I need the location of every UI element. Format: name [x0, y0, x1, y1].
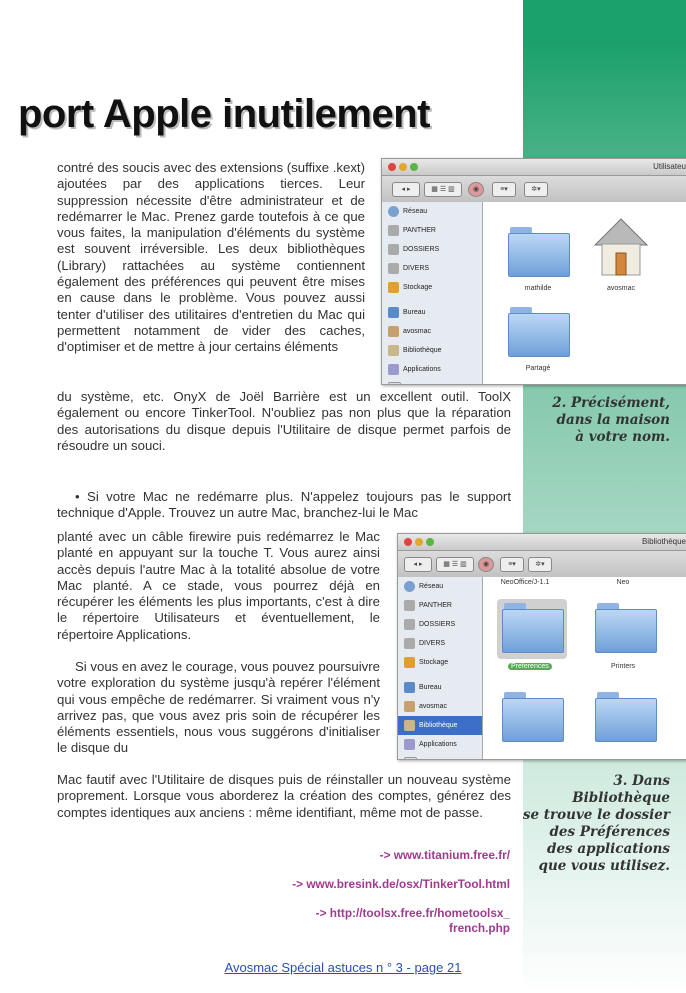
caption-2-line: 2. Précisément,: [552, 395, 670, 411]
sidebar-item-label: avosmac: [419, 703, 448, 710]
sidebar-item-label: DIVERS: [403, 265, 430, 272]
applications-icon: [404, 739, 415, 750]
action-icon[interactable]: ◉: [478, 557, 494, 572]
caption-3-line: 3. Dans: [613, 773, 670, 789]
link-tinkertool[interactable]: -> www.bresink.de/osx/TinkerTool.html: [292, 877, 510, 891]
finder-sidebar: [398, 577, 483, 759]
window-titlebar: [382, 159, 686, 176]
sidebar-item-label: Stockage: [403, 284, 433, 291]
sidebar-item-bibliotheque[interactable]: [382, 341, 482, 360]
window-titlebar: [398, 534, 686, 551]
library-icon: [388, 345, 399, 356]
finder-window-utilisateurs: [381, 158, 686, 385]
caption-3-line: que vous utilisez.: [538, 858, 670, 874]
sidebar-item-documents[interactable]: [398, 754, 482, 760]
sidebar-item-panther[interactable]: [398, 596, 482, 615]
sidebar-item-label: Bibliothèque: [403, 347, 442, 354]
caption-3-line: des applications: [547, 841, 670, 857]
disk-icon: [388, 225, 399, 236]
sidebar-item-label: Applications: [403, 366, 441, 373]
disk-icon: [388, 263, 399, 274]
sidebar-item-label: Applications: [419, 741, 457, 748]
sidebar-item-stockage[interactable]: [382, 278, 482, 297]
sidebar-item-label: PANTHER: [419, 602, 452, 609]
sidebar-item-label: Bureau: [419, 684, 442, 691]
desktop-icon: [404, 682, 415, 693]
close-button[interactable]: [388, 163, 396, 171]
paragraph-1-continued: du système, etc. OnyX de Joël Barrière est un excellent outil. ToolX également ou encore TinkerTool. N'oubliez pas non plus que la réparation des autorisations du disque depuis l'Utilitaire de disque permet parfois de résoudre un souci.: [57, 389, 511, 453]
home-icon: [404, 701, 415, 712]
sidebar-item-divers[interactable]: [382, 259, 482, 278]
item-label: Neo: [616, 579, 630, 586]
drive-icon: [404, 657, 415, 668]
window-title: Bibliothèque: [641, 537, 686, 546]
sidebar-item-applications[interactable]: [398, 735, 482, 754]
finder-content: [483, 202, 686, 384]
disk-icon: [404, 619, 415, 630]
minimize-button[interactable]: [399, 163, 407, 171]
sidebar-item-label: Réseau: [403, 208, 428, 215]
paragraph-2: • Si votre Mac ne redémarre plus. N'appelez toujours pas le support technique d'Apple. Trouvez un autre Mac, branchez-lui le Mac: [57, 489, 511, 521]
paragraph-1: contré des soucis avec des extensions (suffixe .kext) ajoutées par des applications tierces. Leur suppression nécessite d'être administrateur et de redémarrer le Mac. Prenez garde toutefois à ce que vous faites, la manipulation d'éléments du système est souvent irréversible. Les deux bibliothèques (Library) rattachées au système contiennent également des préférences qui peuvent être mises en cause dans le problème. Vous pouvez aussi tenter d'utiliser des utilitaires d'entretien du Mac qui permettent notamment de vider des caches, d'optimiser et de mettre à jour certains éléments: [57, 160, 365, 355]
paragraph-2-continued: planté avec un câble firewire puis redémarrez le Mac planté en appuyant sur la touche T. Vous aurez ainsi accès depuis l'autre Mac à la totalité absolue de votre Mac planté. A ce stade, vous pourrez déjà en récupérer les éléments les plus importants, c'est à dire le répertoire Utilisateurs et éventuellement, le répertoire Applications.: [57, 529, 380, 642]
sidebar-item-applications[interactable]: [382, 360, 482, 379]
caption-3-line: des Préférences: [549, 824, 670, 840]
sidebar-item-bureau[interactable]: [382, 303, 482, 322]
sidebar-item-label: Réseau: [419, 583, 444, 590]
sidebar-item-label: Bureau: [403, 309, 426, 316]
sidebar-item-label: Bibliothèque: [419, 722, 458, 729]
back-forward-buttons[interactable]: ◂ ▸: [392, 182, 420, 197]
sidebar-item-label: DOSSIERS: [419, 621, 456, 628]
view-mode-buttons[interactable]: ▦ ☰ ▥: [424, 182, 462, 197]
caption-3: [520, 773, 670, 875]
documents-icon: [404, 757, 417, 760]
sidebar-item-label: DIVERS: [419, 640, 446, 647]
desktop-icon: [388, 307, 399, 318]
finder-content: [483, 577, 686, 759]
link-toolsx-line1[interactable]: -> http://toolsx.free.fr/hometoolsx_: [315, 906, 510, 920]
library-icon: [404, 720, 415, 731]
caption-2-line: à votre nom.: [575, 429, 670, 445]
folder-icon[interactable]: [595, 603, 655, 651]
sidebar-item-bureau[interactable]: [398, 678, 482, 697]
sidebar-item-dossiers[interactable]: [398, 615, 482, 634]
disk-icon: [404, 600, 415, 611]
sidebar-item-panther[interactable]: [382, 221, 482, 240]
item-label: Partagé: [525, 365, 551, 372]
paragraph-3-continued: Mac fautif avec l'Utilitaire de disques puis de réinstaller un nouveau système proprement. Lorsque vous aborderez la création des comptes, générez des comptes identiques aux anciens : même identifiant, même mot de passe.: [57, 772, 511, 820]
disk-icon: [388, 244, 399, 255]
network-icon: [404, 581, 415, 592]
sidebar-item-label: Stockage: [419, 659, 449, 666]
page-footer: Avosmac Spécial astuces n ° 3 - page 21: [224, 960, 462, 975]
window-toolbar: [398, 551, 686, 578]
network-icon: [388, 206, 399, 217]
zoom-button[interactable]: [410, 163, 418, 171]
zoom-button[interactable]: [426, 538, 434, 546]
documents-icon: [388, 382, 401, 385]
sidebar-item-documents[interactable]: [382, 379, 482, 385]
minimize-button[interactable]: [415, 538, 423, 546]
home-icon: [388, 326, 399, 337]
close-button[interactable]: [404, 538, 412, 546]
item-label: NeoOffice/J-1.1: [500, 579, 550, 586]
folder-icon[interactable]: [502, 692, 562, 740]
finder-sidebar: [382, 202, 483, 384]
item-label-selected: Preferences: [508, 663, 552, 670]
caption-2: [520, 395, 670, 446]
gear-icon[interactable]: ✲▾: [524, 182, 548, 197]
sidebar-item-stockage[interactable]: [398, 653, 482, 672]
sidebar-item-label: PANTHER: [403, 227, 436, 234]
page-headline: port Apple inutilement: [18, 92, 430, 136]
gear-icon[interactable]: ✲▾: [528, 557, 552, 572]
path-menu-button[interactable]: ≡▾: [492, 182, 516, 197]
house-icon[interactable]: [593, 217, 649, 277]
sidebar-item-reseau[interactable]: [382, 202, 482, 221]
link-toolsx[interactable]: [316, 906, 510, 936]
folder-icon[interactable]: [508, 227, 568, 275]
path-menu-button[interactable]: ≡▾: [500, 557, 524, 572]
sidebar-item-bibliotheque[interactable]: [398, 716, 482, 735]
sidebar-item-reseau[interactable]: [398, 577, 482, 596]
window-toolbar: [382, 176, 686, 203]
link-toolsx-line2[interactable]: french.php: [449, 921, 510, 935]
window-title: Utilisateu: [653, 162, 686, 171]
disk-icon: [404, 638, 415, 649]
sidebar-item-dossiers[interactable]: [382, 240, 482, 259]
folder-icon[interactable]: [502, 603, 562, 651]
item-label: mathilde: [524, 285, 552, 292]
folder-icon[interactable]: [508, 307, 568, 355]
paragraph-3: Si vous en avez le courage, vous pouvez poursuivre votre exploration du système jusqu'à repérer l'élément qui vous empêche de redémarrer. Si vraiment vous n'y arrivez pas, que vous avez pris soin de récupérer les éléments essentiels, nous vous suggérons d'initialiser le disque du: [57, 659, 380, 756]
view-mode-buttons[interactable]: ▦ ☰ ▥: [436, 557, 474, 572]
caption-2-line: dans la maison: [556, 412, 670, 428]
drive-icon: [388, 282, 399, 293]
item-label: Printers: [610, 663, 636, 670]
finder-window-bibliotheque: [397, 533, 686, 760]
sidebar-item-label: avosmac: [403, 328, 432, 335]
folder-icon[interactable]: [595, 692, 655, 740]
sidebar-item-label: DOSSIERS: [403, 246, 440, 253]
sidebar-item-avosmac[interactable]: [382, 322, 482, 341]
link-titanium[interactable]: -> www.titanium.free.fr/: [379, 848, 510, 862]
sidebar-item-divers[interactable]: [398, 634, 482, 653]
action-icon[interactable]: ◉: [468, 182, 484, 197]
caption-3-line: Bibliothèque: [572, 790, 670, 806]
caption-3-line: se trouve le dossier: [522, 807, 670, 823]
applications-icon: [388, 364, 399, 375]
sidebar-item-avosmac[interactable]: [398, 697, 482, 716]
back-forward-buttons[interactable]: ◂ ▸: [404, 557, 432, 572]
item-label: avosmac: [606, 285, 635, 292]
